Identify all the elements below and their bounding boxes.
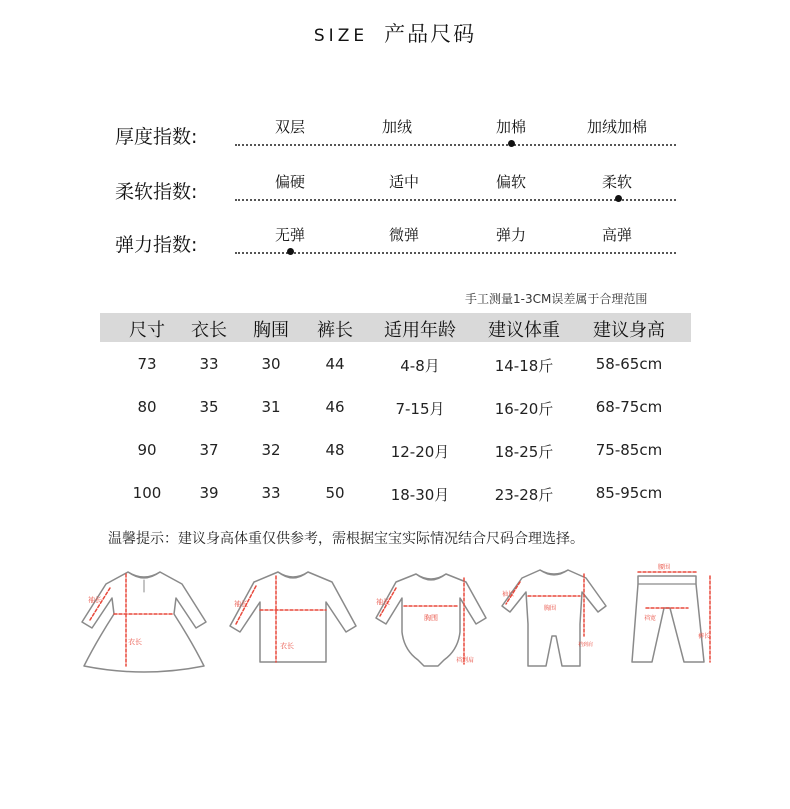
table-cell: 7-15月: [395, 400, 445, 418]
table-cell: 39: [199, 484, 219, 502]
table-cell: 31: [261, 398, 281, 416]
table-cell: 73: [137, 355, 157, 373]
table-cell: 4-8月: [400, 357, 440, 375]
index-scale-line: [235, 144, 676, 146]
table-row: [100, 385, 691, 428]
table-cell: 58-65cm: [595, 355, 663, 373]
top-diagram-icon: [228, 562, 358, 674]
diagram-label: 裆到肩: [578, 642, 594, 648]
index-label: 柔软指数:: [115, 181, 198, 203]
romper-diagram-icon: [500, 562, 608, 674]
table-cell: 50: [325, 484, 345, 502]
header-cell: 裤长: [317, 320, 353, 341]
index-option: 高弹: [601, 226, 632, 244]
header-cell: 建议体重: [488, 320, 560, 341]
table-cell: 14-18斤: [494, 357, 554, 375]
dress-diagram-icon: [80, 562, 208, 674]
index-scale-line: [235, 252, 676, 254]
index-option: 加棉: [495, 118, 526, 136]
index-label: 弹力指数:: [115, 234, 198, 256]
diagram-label: 裆宽: [644, 615, 657, 622]
index-option: 偏软: [495, 173, 526, 191]
index-option: 微弹: [388, 226, 419, 244]
table-cell: 44: [325, 355, 345, 373]
table-cell: 12-20月: [390, 443, 450, 461]
diagram-label: 腰围: [658, 564, 671, 571]
diagram-label: 衣长: [280, 642, 294, 650]
table-row: [100, 428, 691, 471]
diagram-label: 袖长: [502, 591, 515, 598]
table-cell: 16-20斤: [494, 400, 554, 418]
index-scale-line: [235, 199, 676, 201]
table-cell: 75-85cm: [595, 441, 663, 459]
table-cell: 33: [261, 484, 281, 502]
index-selected-dot: [615, 195, 622, 202]
header-cell: 尺寸: [129, 320, 165, 341]
title-cn: 产品尺码: [384, 22, 477, 46]
table-cell: 32: [261, 441, 281, 459]
pants-diagram-icon: [624, 562, 718, 674]
size-table: [100, 313, 691, 514]
table-cell: 33: [199, 355, 219, 373]
index-selected-dot: [508, 140, 515, 147]
table-row: [100, 471, 691, 514]
index-option: 无弹: [274, 226, 305, 244]
table-cell: 90: [137, 441, 157, 459]
diagram-label: 胸围: [424, 614, 438, 622]
header-cell: 衣长: [191, 320, 227, 341]
elasticity-index-row: [115, 226, 680, 266]
index-option: 柔软: [601, 173, 632, 191]
title-en: SIZE: [313, 26, 369, 46]
diagram-label: 裤长: [698, 633, 711, 640]
table-cell: 18-25斤: [494, 443, 554, 461]
table-cell: 23-28斤: [494, 486, 554, 504]
index-option: 双层: [274, 118, 305, 136]
diagram-label: 裆到肩: [456, 657, 475, 664]
table-cell: 46: [325, 398, 345, 416]
table-cell: 48: [325, 441, 345, 459]
page-title: [0, 18, 790, 48]
index-option: 偏硬: [274, 173, 305, 191]
bodysuit-diagram-icon: [374, 562, 488, 674]
table-cell: 35: [199, 398, 219, 416]
index-option: 加绒加棉: [586, 118, 647, 136]
table-cell: 100: [132, 484, 162, 502]
diagram-label: 胸围: [544, 605, 557, 612]
table-row: [100, 342, 691, 385]
diagram-label: 袖长: [376, 598, 390, 606]
index-option: 加绒: [381, 118, 412, 136]
softness-index-row: [115, 173, 680, 213]
thickness-index-row: [115, 118, 680, 158]
table-cell: 68-75cm: [595, 398, 663, 416]
table-cell: 80: [137, 398, 157, 416]
table-cell: 85-95cm: [595, 484, 663, 502]
index-option: 弹力: [495, 226, 526, 244]
table-cell: 30: [261, 355, 281, 373]
table-header: [100, 313, 691, 342]
index-selected-dot: [287, 248, 294, 255]
measure-note: 手工测量1-3CM误差属于合理范围: [465, 292, 648, 306]
header-cell: 胸围: [253, 320, 289, 341]
index-label: 厚度指数:: [115, 126, 198, 148]
diagram-label: 衣长: [128, 638, 142, 646]
table-cell: 37: [199, 441, 219, 459]
header-cell: 建议身高: [593, 320, 665, 341]
index-option: 适中: [388, 173, 419, 191]
header-cell: 适用年龄: [384, 320, 456, 341]
table-cell: 18-30月: [390, 486, 450, 504]
diagram-label: 袖长: [234, 600, 248, 608]
size-tip: 温馨提示：建议身高体重仅供参考，需根据宝宝实际情况结合尺码合理选择。: [108, 531, 584, 547]
diagram-label: 袖长: [88, 596, 102, 604]
